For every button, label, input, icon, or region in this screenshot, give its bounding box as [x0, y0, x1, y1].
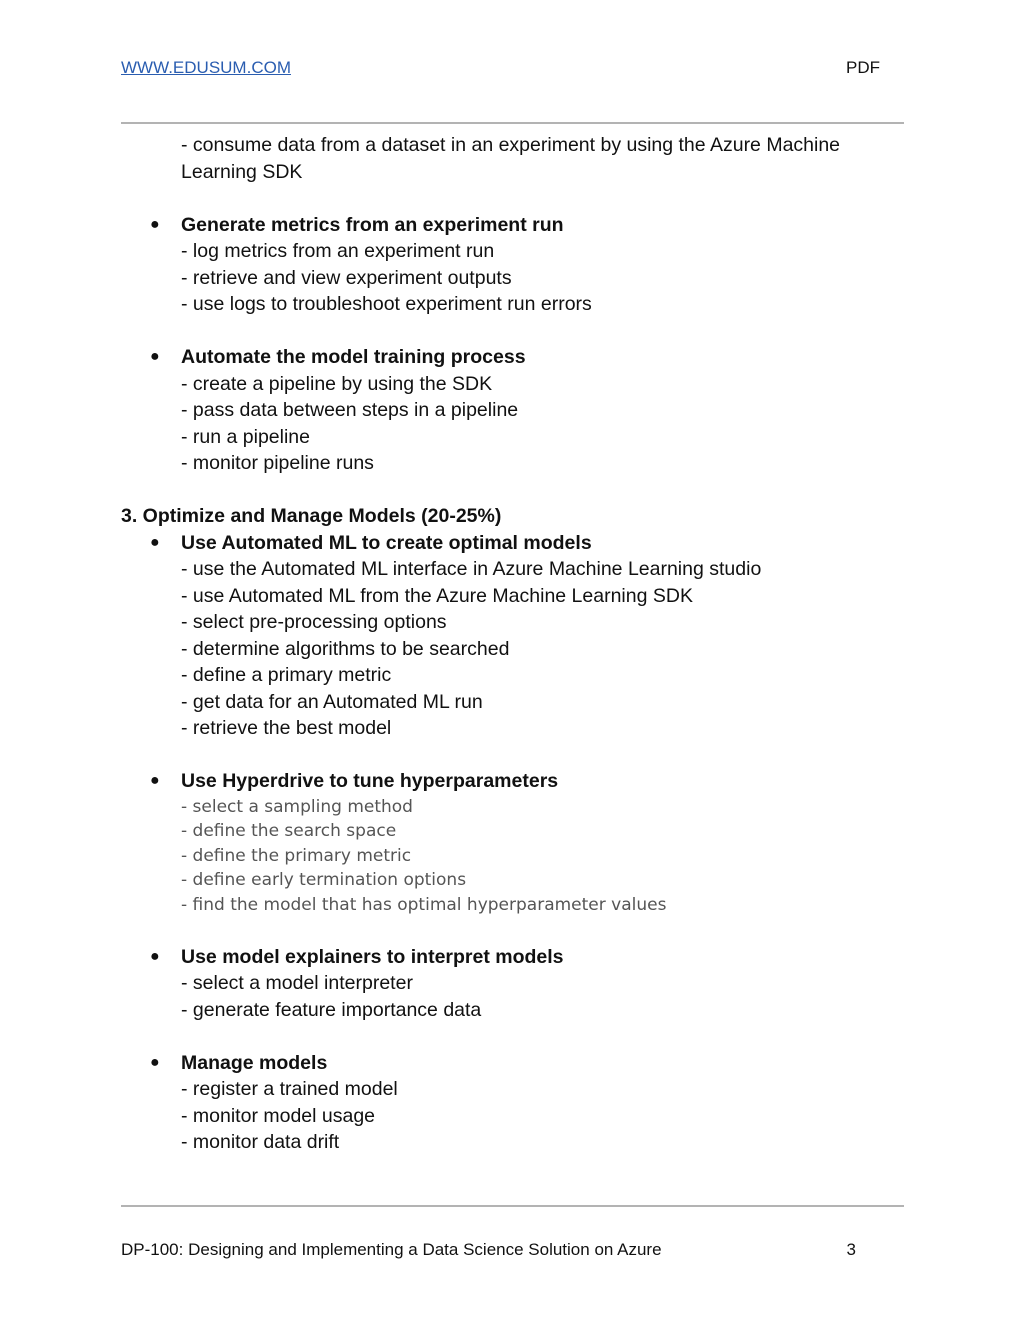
- topic-heading: ● Manage models: [0, 1050, 1024, 1077]
- intro-line: - consume data from a dataset in an experiment by using the Azure Machine: [181, 134, 841, 156]
- bullet-icon: ●: [150, 1053, 160, 1071]
- list-item: - define the primary metric: [181, 845, 412, 866]
- header-divider: [121, 122, 904, 124]
- list-item: - monitor model usage: [181, 1104, 376, 1127]
- list-item: - select pre-processing options: [181, 611, 447, 633]
- bullet-icon: ●: [150, 947, 160, 965]
- footer-divider: [121, 1205, 904, 1207]
- header-label: PDF: [846, 58, 880, 77]
- list-item: - run a pipeline: [181, 425, 310, 448]
- list-item: - create a pipeline by using the SDK: [181, 372, 493, 395]
- bullet-icon: ●: [150, 215, 160, 233]
- intro-line: Learning SDK: [181, 160, 303, 183]
- list-item: - register a trained model: [181, 1078, 398, 1100]
- topic-heading: ● Use Hyperdrive to tune hyperparameters: [0, 768, 1024, 795]
- list-item: - determine algorithms to be searched: [181, 637, 510, 660]
- section-heading: 3. Optimize and Manage Models (20-25%): [121, 505, 502, 527]
- list-item: - select a model interpreter: [181, 972, 413, 994]
- topic-heading: ● Automate the model training process: [0, 344, 1024, 371]
- topic-heading: ● Use Automated ML to create optimal models: [0, 530, 1024, 557]
- list-item: - define a primary metric: [181, 664, 392, 686]
- list-item: - find the model that has optimal hyperparameter values: [181, 894, 667, 915]
- page-header: [121, 58, 880, 84]
- bullet-icon: ●: [150, 772, 160, 789]
- bullet-icon: ●: [150, 533, 160, 551]
- list-item: - retrieve and view experiment outputs: [181, 266, 512, 289]
- list-item: - generate feature importance data: [181, 998, 482, 1021]
- page-number: 3: [846, 1240, 856, 1259]
- footer-title: DP-100: Designing and Implementing a Data Science Solution on Azure: [121, 1240, 662, 1259]
- list-item: - use Automated ML from the Azure Machine Learning SDK: [181, 584, 693, 607]
- list-item: - log metrics from an experiment run: [181, 240, 495, 262]
- bullet-icon: ●: [150, 348, 160, 365]
- site-link[interactable]: WWW.EDUSUM.COM: [121, 58, 291, 77]
- list-item: - retrieve the best model: [181, 717, 392, 739]
- topic-heading: ● Generate metrics from an experiment run: [0, 212, 1024, 239]
- list-item: - use the Automated ML interface in Azure Machine Learning studio: [181, 558, 762, 580]
- topic-heading: ● Use model explainers to interpret models: [0, 944, 1024, 971]
- list-item: - select a sampling method: [181, 796, 413, 817]
- list-item: - define the search space: [181, 821, 397, 841]
- list-item: - get data for an Automated ML run: [181, 690, 483, 713]
- list-item: - define early termination options: [181, 870, 467, 890]
- document-body: [0, 132, 1024, 1156]
- page-footer: [121, 1240, 856, 1264]
- list-item: - monitor data drift: [181, 1131, 340, 1153]
- list-item: - monitor pipeline runs: [181, 452, 374, 474]
- list-item: - use logs to troubleshoot experiment run errors: [181, 293, 592, 315]
- list-item: - pass data between steps in a pipeline: [181, 399, 519, 421]
